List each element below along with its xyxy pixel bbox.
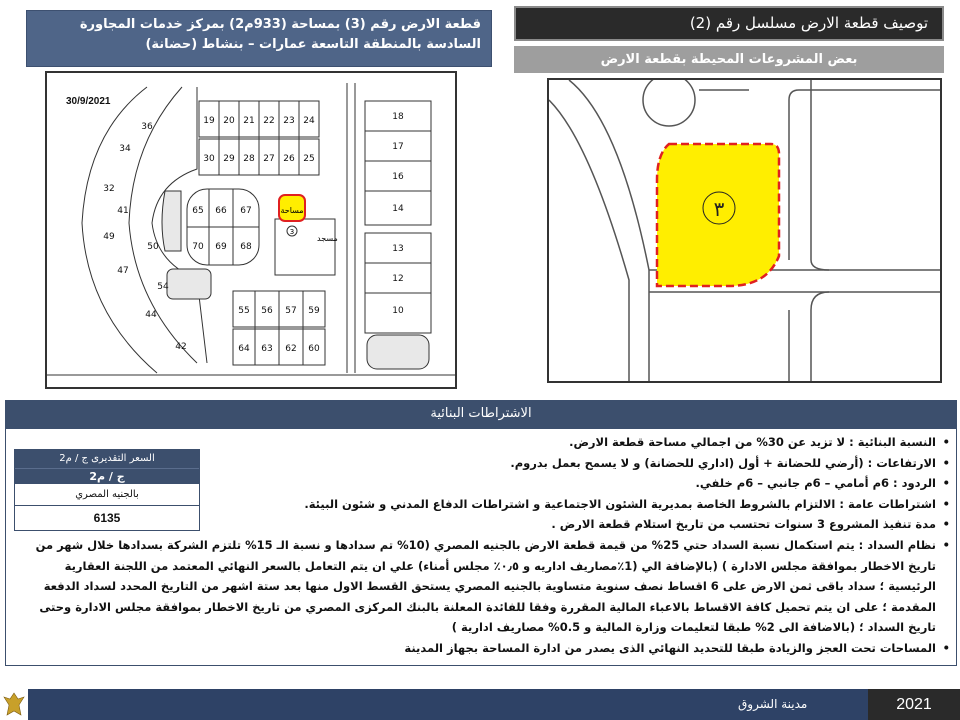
condition-item: • الارتفاعات : (أرضي للحضانة + أول (اداري للحضانة) و لا يسمح بعمل بدروم.: [220, 453, 950, 474]
parcel-number: 18: [392, 112, 404, 122]
parcel-number: 44: [145, 310, 157, 320]
price-header: السعر التقديرى ج / م2: [15, 450, 199, 468]
parcel-number: 50: [147, 242, 159, 252]
parcel-number: 56: [261, 306, 273, 316]
condition-item: • مدة تنفيذ المشروع 3 سنوات تحتسب من تاريخ استلام قطعة الارض .: [220, 514, 950, 535]
parcel-number: 14: [392, 204, 404, 214]
condition-item: • اشتراطات عامة : الالتزام بالشروط الخاصة بمديرية الشئون الاجتماعية و اشتراطات الدفاع المدني و شئون البيئة.: [220, 494, 950, 515]
parcel-number: 66: [215, 206, 227, 216]
mosque-plot-number: 3: [289, 228, 295, 236]
plot-description-line2: السادسة بالمنطقة التاسعة عمارات – بنشاط (حضانة): [145, 37, 481, 52]
parcel-number: 29: [223, 154, 235, 164]
parcel-number: 57: [285, 306, 297, 316]
map-date: 30/9/2021: [66, 96, 111, 107]
parcel-number: 69: [215, 242, 227, 252]
parcel-number: 62: [285, 344, 297, 354]
parcel-number: 21: [243, 116, 255, 126]
parcel-number: 17: [392, 142, 404, 152]
parcel-number: 68: [240, 242, 252, 252]
egypt-eagle-emblem-icon: [2, 689, 26, 720]
highlighted-plot-label: مساحة: [280, 206, 304, 215]
parcel-number: 12: [392, 274, 404, 284]
parcel-number: 30: [203, 154, 215, 164]
footer-year: 2021: [868, 689, 960, 720]
area-map-drawing: [47, 73, 455, 387]
condition-item: • نظام السداد : يتم استكمال نسبة السداد حتي 25% من قيمة قطعة الارض بالجنيه المصري (10% تم سدادها و نسبة الـ 15% تلتزم الشركة بسدادها خلال شهر من تاريخ الاخطار بموافقة مجلس الادارة ) (بالإضافة الي (1٪مصاريف اداريه و ٠٫٥٪ مجلس أمناء) علي ان يتم التعامل بالسعر النهائي المعتمد من اللجنة العقارية الرئيسية ؛ سداد باقى ثمن الارض على 6 اقساط نصف سنوية متساوية بالجنيه المصري يستحق القسط الاول منها بعد ستة اشهر من التاريخ المحدد لسداد الدفعة المقدمة ؛ على ان يتم تحميل كافة الاقساط بالاعباء المالية المقررة وفقا للفائدة المعلنة بالبنك المركزى المصري من تاريخ الاخطار بموافقة مجلس الادارة وحتى تاريخ السداد ؛ (بالاضافة الى 2% طبقا لتعليمات وزارة المالية و 0.5% مصاريف ادارية ): [20, 535, 950, 638]
parcel-number: 63: [261, 344, 273, 354]
parcel-number: 64: [238, 344, 250, 354]
parcel-number: 16: [392, 172, 404, 182]
parcel-number: 20: [223, 116, 235, 126]
site-plan-drawing: [549, 80, 940, 381]
parcel-number: 27: [263, 154, 275, 164]
price-value: 6135: [15, 506, 199, 530]
parcel-number: 13: [392, 244, 404, 254]
parcel-number: 65: [192, 206, 204, 216]
parcel-number: 36: [141, 122, 153, 132]
mosque-label: مسجد: [317, 234, 338, 243]
parcel-number: 54: [157, 282, 169, 292]
parcel-number: 22: [263, 116, 275, 126]
parcel-number: 24: [303, 116, 315, 126]
plot-description-line1: قطعة الارض رقم (3) بمساحة (933م2) بمركز خدمات المجاورة: [79, 17, 481, 32]
condition-item: • النسبة البنائية : لا تزيد عن 30% من اجمالي مساحة قطعة الارض.: [220, 432, 950, 453]
footer-city: مدينة الشروق: [738, 697, 808, 711]
page-title-text: توصيف قطعة الارض مسلسل رقم (2): [689, 14, 928, 32]
parcel-number: 60: [308, 344, 320, 354]
target-plot-number: ٣: [713, 197, 725, 221]
parcel-number: 47: [117, 266, 129, 276]
plot-description-header: [26, 10, 492, 67]
area-map: [45, 71, 457, 389]
price-box: [14, 449, 200, 531]
price-currency: بالجنيه المصري: [15, 484, 199, 506]
parcel-number: 26: [283, 154, 295, 164]
parcel-number: 25: [303, 154, 315, 164]
parcel-number: 10: [392, 306, 404, 316]
price-unit-row: ج / م2: [15, 468, 199, 484]
parcel-number: 55: [238, 306, 250, 316]
parcel-number: 42: [175, 342, 187, 352]
parcel-number: 32: [103, 184, 115, 194]
parcel-number: 70: [192, 242, 204, 252]
parcel-number: 49: [103, 232, 115, 242]
footer-bar: [28, 689, 960, 720]
parcel-number: 34: [119, 144, 131, 154]
parcel-number: 19: [203, 116, 215, 126]
parcel-number: 28: [243, 154, 255, 164]
surrounding-projects-caption: بعض المشروعات المحيطة بقطعة الارض: [514, 46, 944, 73]
page-title: [514, 6, 944, 41]
site-plan: [547, 78, 942, 383]
condition-item: • المساحات تحت العجز والزيادة طبقا للتحديد النهائي الذى يصدر من ادارة المساحة بجهاز المدينة: [20, 638, 950, 659]
parcel-number: 41: [117, 206, 129, 216]
parcel-number: 67: [240, 206, 252, 216]
condition-item: • الردود : 6م أمامي – 6م جانبي – 6م خلفي.: [220, 473, 950, 494]
parcel-number: 59: [308, 306, 320, 316]
conditions-title: الاشتراطات البنائية: [5, 400, 957, 428]
parcel-number: 23: [283, 116, 295, 126]
